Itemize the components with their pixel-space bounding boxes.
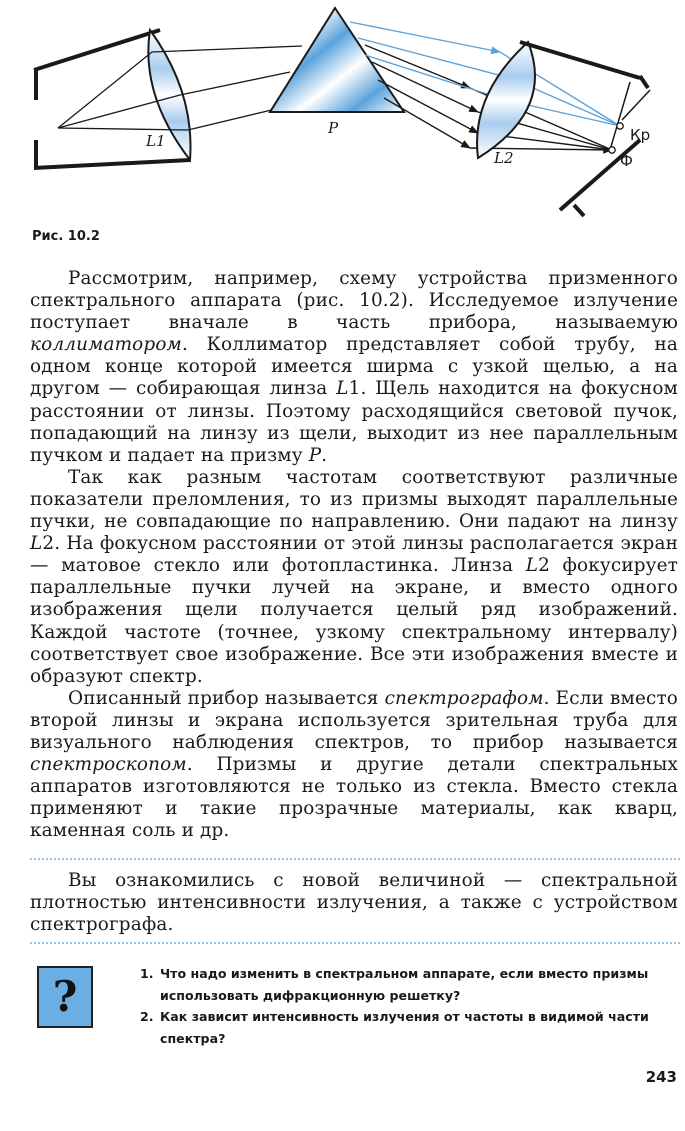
paragraph-2: Так как разным частотам соответствуют различные показатели преломления, то из призмы выходят параллельные пучки, не совпадающие по направлению. Они падают на линзу L2. На фокусном расстоянии от этой линзы располагается экран — матовое стекло или фотопластинка. Линза L2 фокусирует параллельные пучки лучей на экране, и вместо одного изображения щели получается целый ряд изображений. Каждой частоте (точнее, узкому спектральному интервалу) соответствует свое изображение. Все эти изображения вместе и образуют спектр. <box>30 466 678 687</box>
main-text <box>30 268 678 842</box>
label-kr: Кр <box>630 126 651 144</box>
divider-top <box>30 858 680 860</box>
focus-point-kr <box>617 123 623 129</box>
question-item: 2. Как зависит интенсивность излучения от частоты в видимой части спектра? <box>140 1009 649 1046</box>
question-box <box>37 966 93 1028</box>
question-item: 1. Что надо изменить в спектральном аппарате, если вместо призмы использовать дифракционную решетку? <box>140 966 649 1003</box>
label-prism: P <box>328 119 339 137</box>
paragraph-3: Описанный прибор называется спектрографом. Если вместо второй линзы и экрана используется зрительная труба для визуального наблюдения спектров, то прибор называется спектроскопом. Призмы и другие детали спектральных аппаратов изготовляются не только из стекла. Вместо стекла применяют и такие прозрачные материалы, как кварц, каменная соль и др. <box>30 687 678 842</box>
paragraph-1: Рассмотрим, например, схему устройства призменного спектрального аппарата (рис. 10.2). Исследуемое излучение поступает вначале в часть прибора, называемую коллиматором. Коллиматор представляет собой трубу, на одном конце которой имеется ширма с узкой щелью, а на другом — собирающая линза L1. Щель находится на фокусном расстоянии от линзы. Поэтому расходящийся световой пучок, попадающий на линзу из щели, выходит из нее параллельным пучком и падает на призму P. <box>30 268 678 466</box>
questions-list <box>140 963 680 1049</box>
figure-caption: Рис. 10.2 <box>32 229 100 244</box>
divider-bottom <box>30 942 680 944</box>
lens-l2 <box>477 42 535 158</box>
question-mark-icon: ? <box>52 972 78 1021</box>
spectrograph-diagram <box>0 0 685 225</box>
focus-point-f <box>609 147 615 153</box>
summary-text: Вы ознакомились с новой величиной — спектральной плотностью интенсивности излучения, а также с устройством спектрографа. <box>30 870 678 936</box>
page-number: 243 <box>645 1068 677 1086</box>
prism <box>270 8 404 112</box>
label-l2: L2 <box>494 149 514 167</box>
label-l1: L1 <box>146 132 166 150</box>
label-f: Ф <box>620 152 633 170</box>
